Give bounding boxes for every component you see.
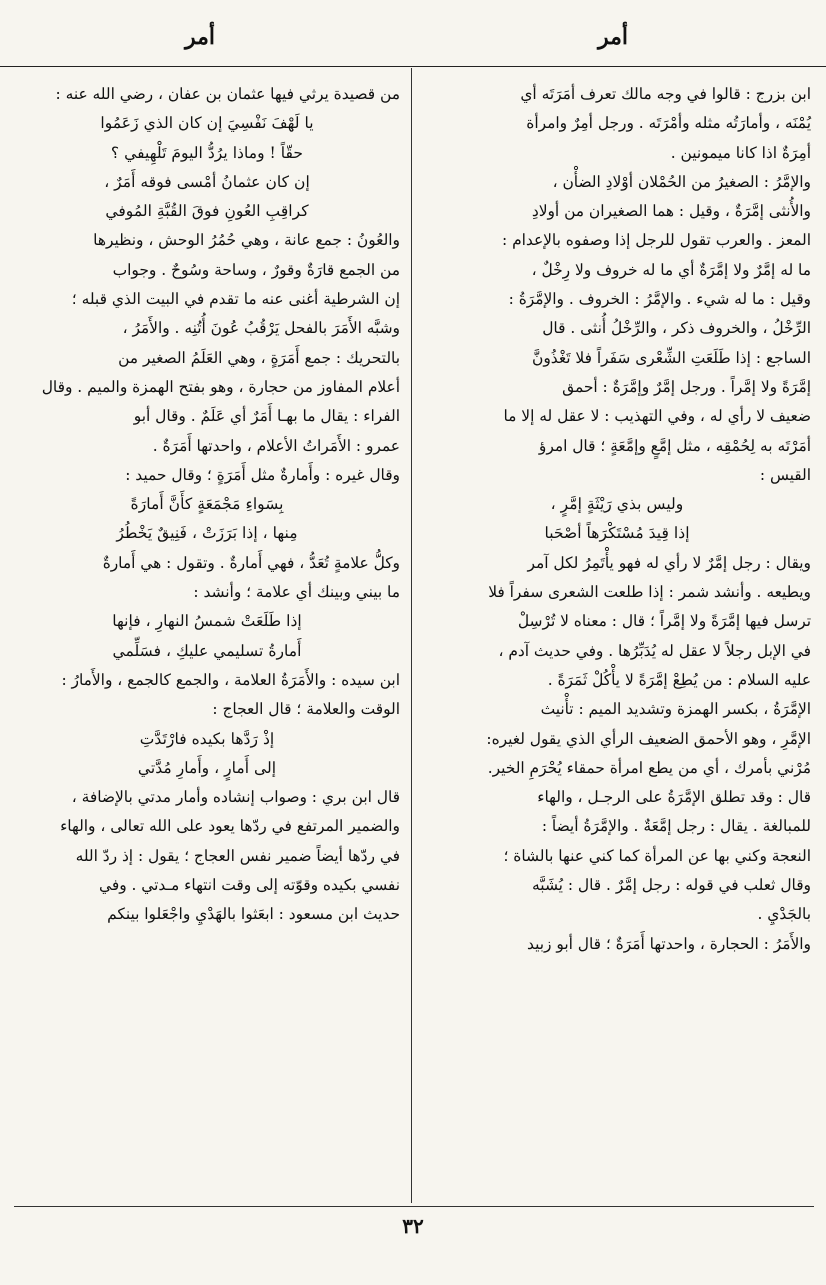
- text-line: القيس :: [759, 465, 811, 484]
- text-line: أمَرْتَه به لِحُمْقِه ، مثل إمَّعٍ وإمَّعَةٍ ؛ قال امرؤ: [538, 436, 811, 455]
- text-line: نفسي بكيده وقوّته إلى وقت انتهاء مـدتي . وفي: [99, 876, 400, 895]
- text-line: بالتحريك : جمع أَمَرَةٍ ، وهي العَلَمُ الصغير من: [118, 348, 400, 367]
- text-line: عليه السلام : من يُطِعْ إمَّرَةً لا يأْكُلْ ثَمَرَةً .: [547, 670, 811, 689]
- text-line: ما بيني وبينك أي علامة ؛ وأنشد :: [193, 583, 400, 602]
- text-line: وقيل : ما له شيء . والإمَّرُ : الخروف . والإمَّرَةُ :: [508, 290, 811, 309]
- text-line: ما له إمَّرٌ ولا إمَّرَةٌ أي ما له خروف ولا رِخْلٌ ،: [531, 260, 811, 279]
- text-line: والعُونُ : جمع عانة ، وهي حُمُرُ الوحش ، ونظيرها: [93, 231, 400, 250]
- text-line: ضعيف لا رأي له ، وفي التهذيب : لا عقل له إلا ما: [503, 407, 811, 426]
- text-line: ابن سيده : والأَمَرَةُ العلامة ، والجمع كالجمع ، والأَمارُ :: [61, 670, 400, 689]
- text-line: النعجة وكني بها عن المرأة كما كني عنها بالشاة ؛: [503, 846, 811, 865]
- header-rule: [0, 66, 826, 67]
- text-line: للمبالغة . يقال : رجل إمَّعَةٌ . والإمَّرَةُ أيضاً :: [541, 817, 811, 836]
- text-line: من الجمع قارَةٌ وقورٌ ، وساحة وسُوحٌ . وجواب: [112, 260, 400, 279]
- right-column: [423, 80, 811, 959]
- text-line: في ردّها أيضاً ضمير نفس العجاج ؛ يقول : إذ ردّ الله: [75, 846, 400, 865]
- footer-rule: [14, 1206, 814, 1207]
- verse-line: إذْ رَدَّها بكيده فارْتَدَّتِ: [139, 729, 275, 748]
- text-line: أمِرَةٌ اذا كانا ميمونين .: [670, 143, 811, 162]
- text-line: حديث ابن مسعود : ابعَثوا بالهَدْيِ واجْعَلوا بينكم: [107, 905, 400, 924]
- verse-line: إذا قِيدَ مُسْتَكْرَهاً أصْحَبا: [544, 524, 690, 543]
- text-line: ابن بزرج : قالوا في وجه مالك تعرف أمَرَتَه أي: [520, 85, 811, 103]
- text-line: أعلام المفاوز من حجارة ، وهو بفتح الهمزة والميم . وقال: [41, 377, 400, 396]
- text-line: إن الشرطية أغنى عنه ما تقدم في البيت الذي قبله ؛: [71, 290, 400, 309]
- text-line: قال ابن بري : وصواب إنشاده وأمار مدتي بالإضافة ،: [71, 788, 400, 807]
- text-line: الرِّخْلُ ، والخروف ذكر ، والرِّخْلُ أُنثى . قال: [542, 319, 811, 338]
- text-line: المعز . والعرب تقول للرجل إذا وصفوه بالإعدام :: [502, 231, 811, 250]
- text-line: والأَمَرُ : الحجارة ، واحدتها أَمَرَةٌ ؛ قال أبو زبيد: [527, 934, 811, 953]
- text-line: يُمْنَه ، وأمارَتُه مثله وأمْرَتَه . ورجل أمِرٌ وامرأة: [526, 114, 811, 133]
- text-line: بالجَدْيِ .: [757, 905, 811, 924]
- text-line: وقال ثعلب في قوله : رجل إمَّرٌ . قال : يُشَبَّه: [532, 876, 811, 895]
- text-line: الوقت والعلامة ؛ قال العجاج :: [212, 700, 400, 719]
- text-line: وشبَّه الأَمَرَ بالفحل يَرْقُبُ عُونَ أُتُنِه . والأَمَرُ ،: [122, 319, 400, 338]
- column-divider: [411, 68, 412, 1203]
- verse-line: بِسَواءِ مَجْمَعَةٍ كأَنَّ أَمارَةً: [130, 495, 284, 514]
- text-line: ويطيعه . وأنشد شمر : إذا طلعت الشعرى سفراً فلا: [488, 583, 811, 602]
- text-line: والإمَّرُ : الصغيرُ من الحُمْلان أوْلادِ الضأْن ،: [552, 172, 811, 191]
- text-line: ترسل فيها إمَّرَةً ولا إمَّراً ؛ قال : معناه لا تُرْسِلْ: [517, 612, 811, 631]
- verse-line: وليس بذي رَيْثَةٍ إمَّرٍ ،: [550, 495, 684, 514]
- text-line: الإمَّرَةُ ، بكسر الهمزة وتشديد الميم : تأْنيث: [540, 700, 811, 719]
- text-line: وكلُّ علامةٍ تُعَدُّ ، فهي أَمارةٌ . وتقول : هي أَمارةٌ: [102, 553, 400, 572]
- text-line: إمَّرَةً ولا إمَّراً . ورجل إمَّرٌ وإمَّرَةٌ : أحمق: [562, 377, 811, 396]
- text-line: قال : وقد تطلق الإمَّرَةُ على الرجـل ، والهاء: [537, 788, 811, 807]
- verse-line: إلى أَمارٍ ، وأَمارِ مُدَّتي: [137, 758, 277, 777]
- text-line: وقال غيره : وأَمارةٌ مثل أَمَرَةٍ ؛ وقال حميد :: [125, 465, 400, 484]
- text-line: الفراء : يقال ما بهـا أَمَرٌ أي عَلَمٌ . وقال أبو: [133, 407, 400, 426]
- verse-line: إن كان عثمانُ أمْسى فوقه أَمَرٌ ،: [104, 172, 310, 191]
- verse-line: حقّاً ! وماذا يرُدُّ اليومَ تَلْهِيفي ؟: [110, 143, 304, 162]
- text-line: والأُنثى إمَّرَةٌ ، وقيل : هما الصغيران من أولادِ: [531, 202, 811, 221]
- verse-line: كراقِبِ العُونِ فوقَ القُبَّةِ المُوفي: [105, 202, 309, 221]
- text-line: في الإبل رجلاً لا عقل له يُدَبِّرُها . وفي حديث آدم ،: [498, 641, 811, 660]
- verse-line: مِنها ، إذا بَرَزَتْ ، فَنِيقٌ يَخْطُرُ: [116, 524, 298, 543]
- text-line: مُرْني بأمرك ، أي من يطع امرأة حمقاء يُحْرَمِ الخير.: [487, 758, 811, 777]
- running-header-left: أمر: [185, 24, 216, 50]
- text-line: الساجع : إذا طَلَعَتِ الشِّعْرى سَفَراً فلا تَغْذُونَّ: [532, 348, 811, 367]
- text-line: عمرو : الأَمَراتُ الأعلام ، واحدتها أَمَرَةٌ .: [152, 436, 400, 455]
- left-column: [14, 80, 400, 930]
- text-line: والضمير المرتفع في ردّها يعود على الله تعالى ، والهاء: [60, 817, 400, 836]
- text-line: ويقال : رجل إمَّرٌ لا رأي له فهو يأْتَمِرُ لكل آمر: [527, 553, 811, 572]
- verse-line: أَمارةُ تسليمي عليكِ ، فسَلِّمي: [112, 641, 302, 660]
- page-number: ٣٢: [402, 1214, 424, 1238]
- text-line: من قصيدة يرثي فيها عثمان بن عفان ، رضي الله عنه :: [55, 85, 400, 103]
- verse-line: يا لَهْفَ نَفْسِيَ إن كان الذي زَعَمُوا: [100, 114, 314, 133]
- running-header-right: أمر: [598, 24, 629, 50]
- verse-line: إذا طَلَعَتْ شمسُ النهارِ ، فإنها: [112, 612, 302, 631]
- text-line: الإمَّرِ ، وهو الأحمق الضعيف الرأي الذي يقول لغيره:: [486, 729, 811, 748]
